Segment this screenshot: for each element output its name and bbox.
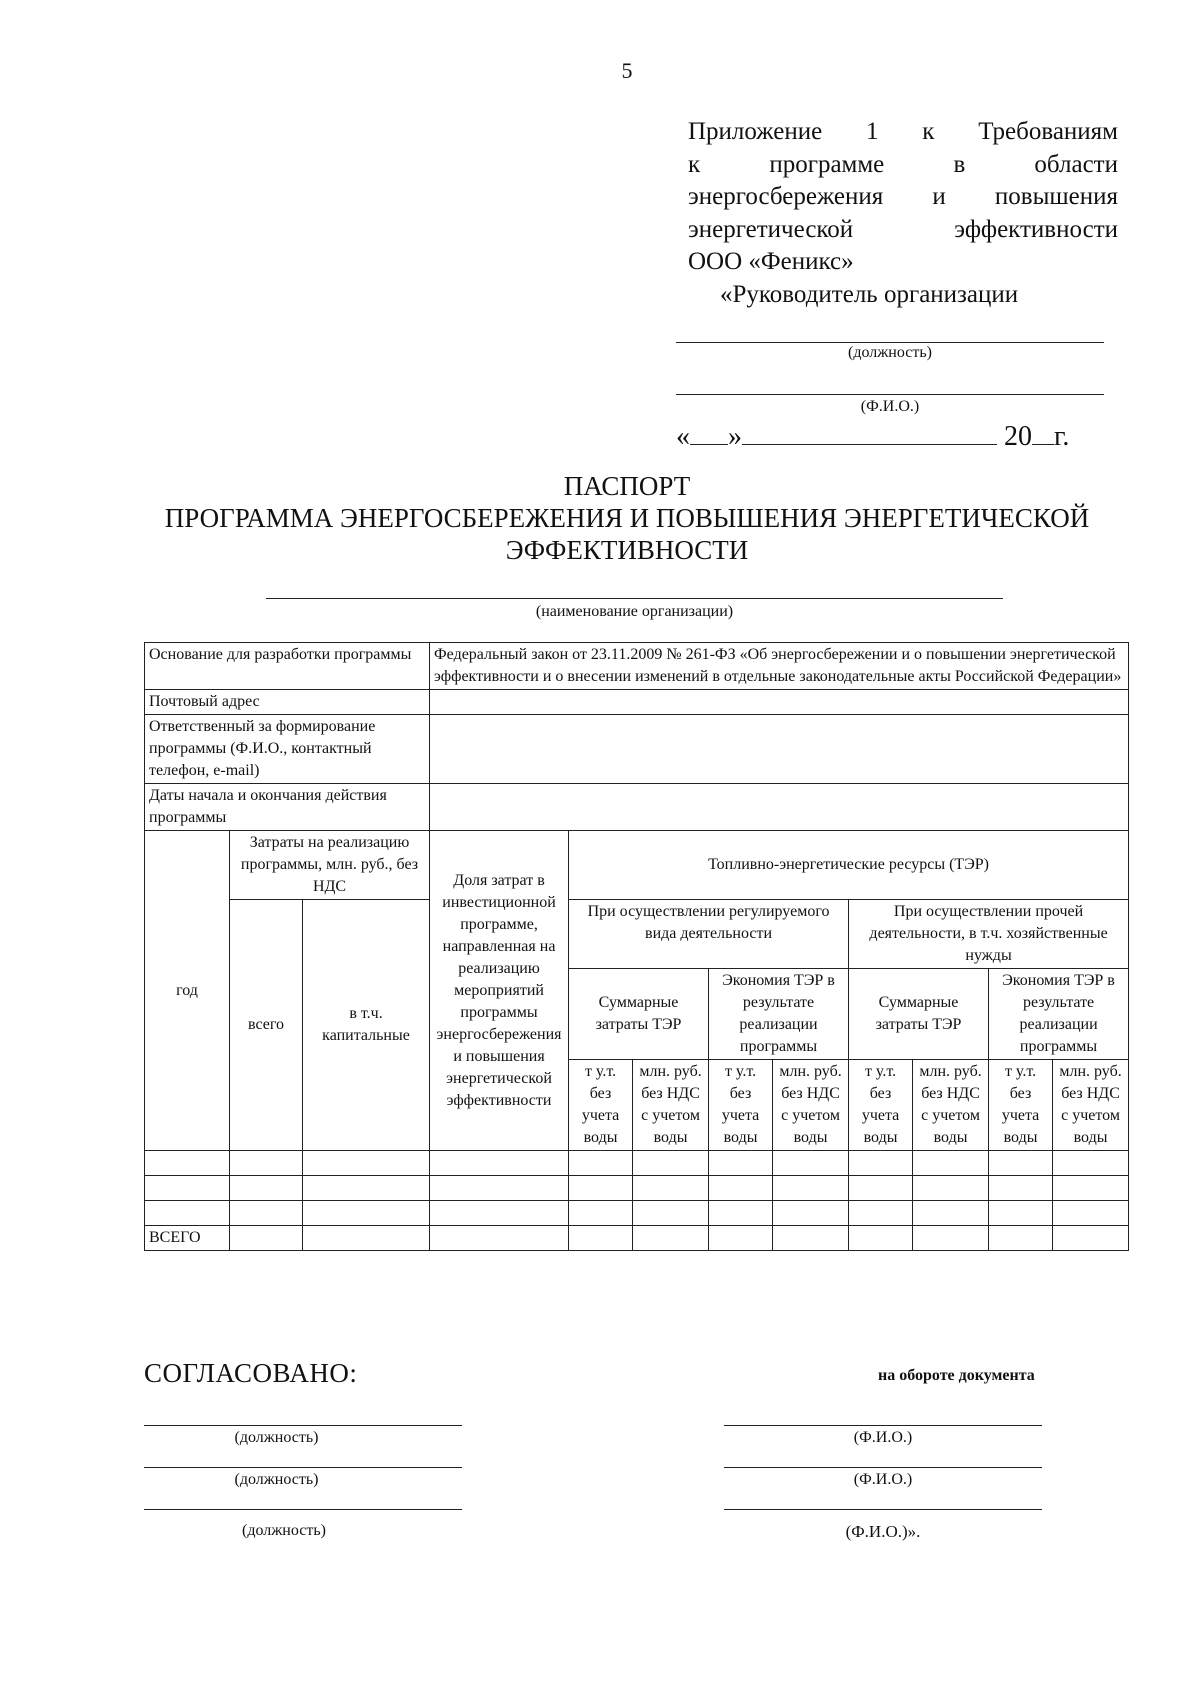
passport-table [144, 642, 1129, 1251]
unit-rub-header: млн. руб. без НДС с учетом воды [913, 1060, 989, 1151]
title-line: ЭФФЕКТИВНОСТИ [505, 535, 749, 565]
position-signature-line [676, 342, 1104, 343]
ter-header: Топливно-энергетические ресурсы (ТЭР) [569, 831, 1129, 900]
organization-name-line [266, 598, 1003, 599]
year-blank [1032, 420, 1054, 445]
address-value [430, 690, 1129, 715]
total-row-label: ВСЕГО [145, 1226, 230, 1251]
other-header: При осуществлении прочей деятельности, в т.ч. хозяйственные нужды [849, 900, 1129, 969]
date-close-quote: » [728, 421, 742, 452]
approval-line: энергетической эффективности [688, 215, 1118, 243]
agreed-name-caption-last: (Ф.И.О.)». [845, 1522, 921, 1541]
total-row [145, 1226, 1129, 1251]
organization-caption: (наименование организации) [535, 603, 734, 620]
agreed-position-line [144, 1509, 462, 1510]
agreed-position-caption: (должность) [234, 1429, 319, 1446]
page-number: 5 [621, 58, 633, 83]
approval-date-line [676, 420, 1106, 453]
responsible-value [430, 715, 1129, 784]
name-caption: (Ф.И.О.) [860, 398, 920, 415]
name-signature-line [676, 394, 1104, 395]
agreed-name-line [724, 1425, 1042, 1426]
agreed-title: СОГЛАСОВАНО: [144, 1358, 358, 1388]
agreed-position-line [144, 1425, 462, 1426]
dates-value [430, 784, 1129, 831]
table-row [145, 1151, 1129, 1176]
unit-tut-header: т у.т. без учета воды [709, 1060, 773, 1151]
agreed-name-caption: (Ф.И.О.) [853, 1429, 913, 1446]
address-label: Почтовый адрес [145, 690, 430, 715]
costs-header: Затраты на реализацию программы, млн. руб., без НДС [230, 831, 430, 900]
agreed-name-caption: (Ф.И.О.) [853, 1471, 913, 1488]
approval-head-title: «Руководитель организации [720, 280, 1019, 308]
approval-line: Приложение 1 к Требованиям [688, 118, 1118, 145]
sum-ter-header: Суммарные затраты ТЭР [569, 969, 709, 1060]
unit-tut-header: т у.т. без учета воды [849, 1060, 913, 1151]
approval-line: к программе в области [688, 150, 1118, 178]
sum-ter-header: Суммарные затраты ТЭР [849, 969, 989, 1060]
title-line: ПРОГРАММА ЭНЕРГОСБЕРЕЖЕНИЯ И ПОВЫШЕНИЯ ЭНЕРГЕТИЧЕСКОЙ [164, 503, 1090, 533]
agreed-name-line [724, 1509, 1042, 1510]
dates-label: Даты начала и окончания действия программы [145, 784, 430, 831]
year-prefix: 20 [1004, 421, 1032, 452]
economy-ter-header: Экономия ТЭР в результате реализации программы [709, 969, 849, 1060]
economy-ter-header: Экономия ТЭР в результате реализации программы [989, 969, 1129, 1060]
agreed-position-caption: (должность) [242, 1522, 326, 1539]
capital-header: в т.ч. капитальные [303, 900, 430, 1151]
approval-line: ООО «Феникс» [688, 248, 854, 275]
unit-rub-header: млн. руб. без НДС с учетом воды [773, 1060, 849, 1151]
position-caption: (должность) [848, 344, 932, 361]
unit-tut-header: т у.т. без учета воды [569, 1060, 633, 1151]
share-header: Доля затрат в инвестиционной программе, направленная на реализацию мероприятий программы энергосбережения и повышения энергетической эффективности [430, 831, 569, 1151]
title-line: ПАСПОРТ [563, 471, 691, 501]
year-suffix: г. [1054, 421, 1070, 452]
day-blank [690, 420, 728, 445]
agreed-position-caption: (должность) [234, 1471, 319, 1488]
table-row [145, 1176, 1129, 1201]
agreed-name-line [724, 1467, 1042, 1468]
document-title [0, 470, 1200, 566]
responsible-label: Ответственный за формирование программы (Ф.И.О., контактный телефон, e-mail) [145, 715, 430, 784]
unit-rub-header: млн. руб. без НДС с учетом воды [1053, 1060, 1129, 1151]
approval-block [688, 116, 1118, 311]
approval-line: энергосбережения и повышения [688, 183, 1118, 210]
basis-value: Федеральный закон от 23.11.2009 № 261-ФЗ «Об энергосбережении и о повышении энергетической эффективности и о внесении изменений в отдельные законодательные акты Российской Федерации» [430, 643, 1129, 690]
unit-rub-header: млн. руб. без НДС с учетом воды [633, 1060, 709, 1151]
basis-label: Основание для разработки программы [145, 643, 430, 690]
reverse-note: на обороте документа [878, 1367, 1035, 1384]
table-row [145, 1201, 1129, 1226]
unit-tut-header: т у.т. без учета воды [989, 1060, 1053, 1151]
year-header: год [145, 831, 230, 1151]
date-open-quote: « [676, 421, 690, 452]
agreed-position-line [144, 1467, 462, 1468]
month-blank [742, 420, 997, 445]
regulated-header: При осуществлении регулируемого вида деятельности [569, 900, 849, 969]
total-header: всего [230, 900, 303, 1151]
